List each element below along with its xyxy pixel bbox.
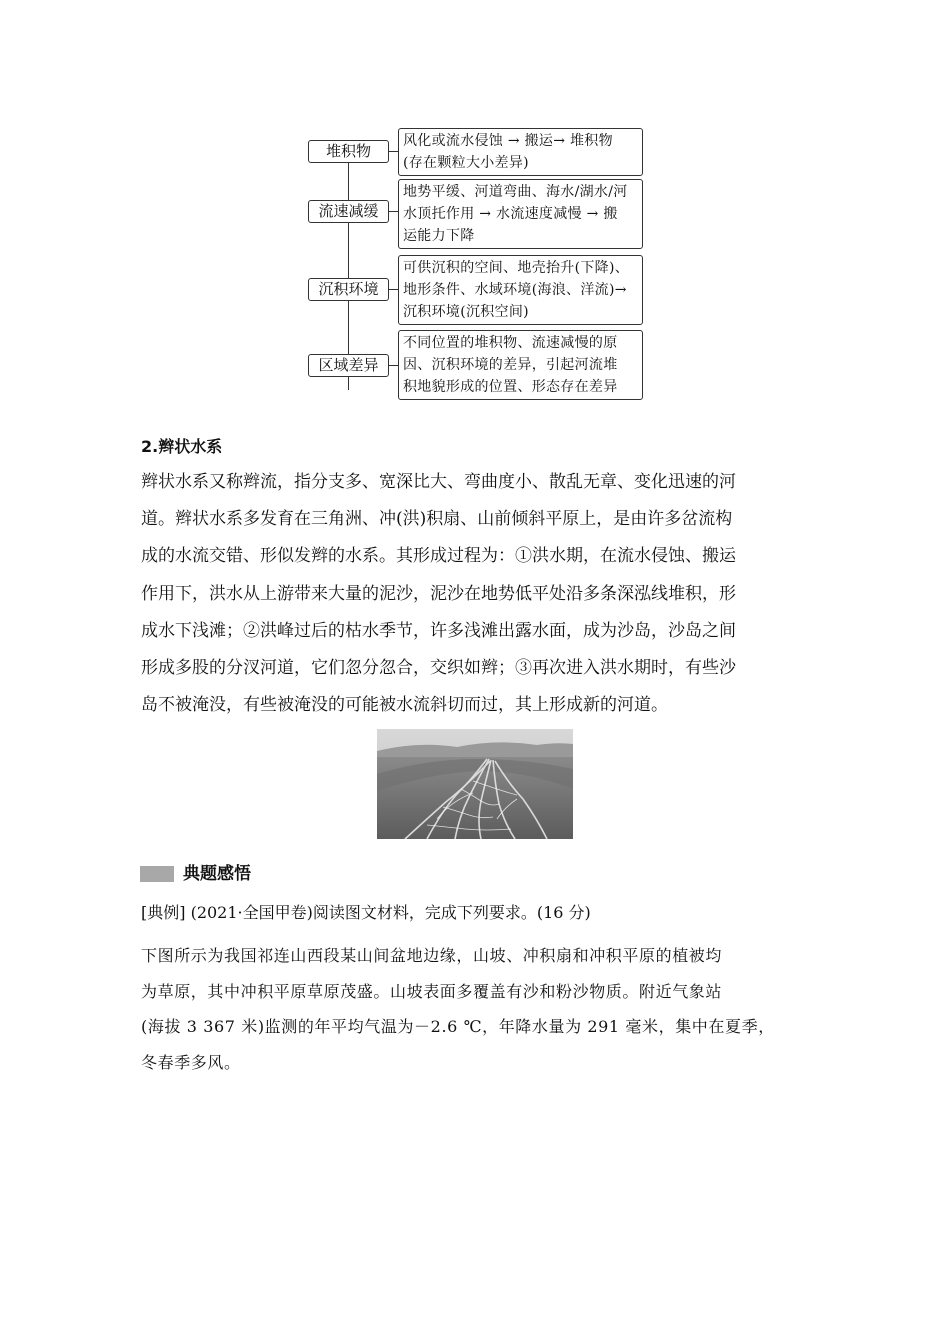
diagram-desc-line: 水顶托作用 → 水流速度减慢 → 搬 [403,206,618,222]
braided-river-paragraph [141,464,813,724]
diagram-label-sediment: 堆积物 [308,140,389,163]
paragraph-line: 形成多股的分汊河道，它们忽分忽合，交织如辫；③再次进入洪水期时，有些沙 [141,657,736,678]
diagram-desc-regional-difference [398,330,643,400]
paragraph-line: 冬春季多风。 [141,1052,241,1072]
paragraph-line: 辫状水系又称辫流，指分支多、宽深比大、弯曲度小、散乱无章、变化迅速的河 [141,472,736,492]
paragraph-line: 成的水流交错、形似发辫的水系。其形成过程为：①洪水期，在流水侵蚀、搬运 [141,546,736,567]
paragraph-line: 成水下浅滩；②洪峰过后的枯水季节，许多浅滩出露水面，成为沙岛，沙岛之间 [141,620,736,641]
diagram-label-environment: 沉积环境 [308,278,389,301]
diagram-desc-line: 因、沉积环境的差异，引起河流堆 [403,357,618,373]
section-title: 典题感悟 [183,864,251,884]
diagram-desc-line: 可供沉积的空间、地壳抬升(下降)、 [403,260,630,276]
braided-river-photo [377,729,573,839]
paragraph-line: 作用下，洪水从上游带来大量的泥沙，泥沙在地势低平处沿多条深泓线堆积，形 [141,583,736,604]
section-heading: 2.辫状水系 [141,437,223,456]
diagram-desc-flow-slowdown [398,179,643,249]
diagram-desc-line: 地形条件、水域环境(海浪、洋流)→ [403,282,627,298]
diagram-desc-line: (存在颗粒大小差异) [403,155,529,171]
diagram-connector [388,365,398,366]
deposition-concept-diagram [300,124,650,399]
diagram-desc-line: 沉积环境(沉积空间) [403,304,529,320]
diagram-desc-line: 积地貌形成的位置、形态存在差异 [403,379,618,395]
example-heading: [典例] (2021·全国甲卷)阅读图文材料，完成下列要求。(16 分) [141,903,591,922]
diagram-connector [388,211,398,212]
paragraph-line: 道。辫状水系多发育在三角洲、冲(洪)积扇、山前倾斜平原上，是由许多岔流构 [141,509,733,530]
paragraph-line: 下图所示为我国祁连山西段某山间盆地边缘，山坡、冲积扇和冲积平原的植被均 [141,946,723,965]
diagram-label-flow-slowdown: 流速减缓 [308,200,389,223]
diagram-desc-environment [398,255,643,325]
diagram-desc-line: 地势平缓、河道弯曲、海水/湖水/河 [403,184,628,200]
example-paragraph [141,938,813,1080]
diagram-desc-line: 风化或流水侵蚀 → 搬运→ 堆积物 [403,133,613,149]
diagram-label-regional-difference: 区域差异 [308,354,389,377]
paragraph-line: (海拔 3 367 米)监测的年平均气温为－2.6 ℃，年降水量为 291 毫米，集中在夏季， [141,1017,775,1036]
paragraph-line: 岛不被淹没，有些被淹没的可能被水流斜切而过，其上形成新的河道。 [141,695,668,716]
diagram-connector [388,289,398,290]
diagram-desc-line: 不同位置的堆积物、流速减慢的原 [403,335,618,351]
paragraph-line: 为草原，其中冲积平原草原茂盛。山坡表面多覆盖有沙和粉沙物质。附近气象站 [141,981,723,1001]
section-title-marker [140,866,174,882]
diagram-desc-sediment [398,128,643,176]
diagram-desc-line: 运能力下降 [403,228,475,244]
diagram-connector [388,151,398,152]
